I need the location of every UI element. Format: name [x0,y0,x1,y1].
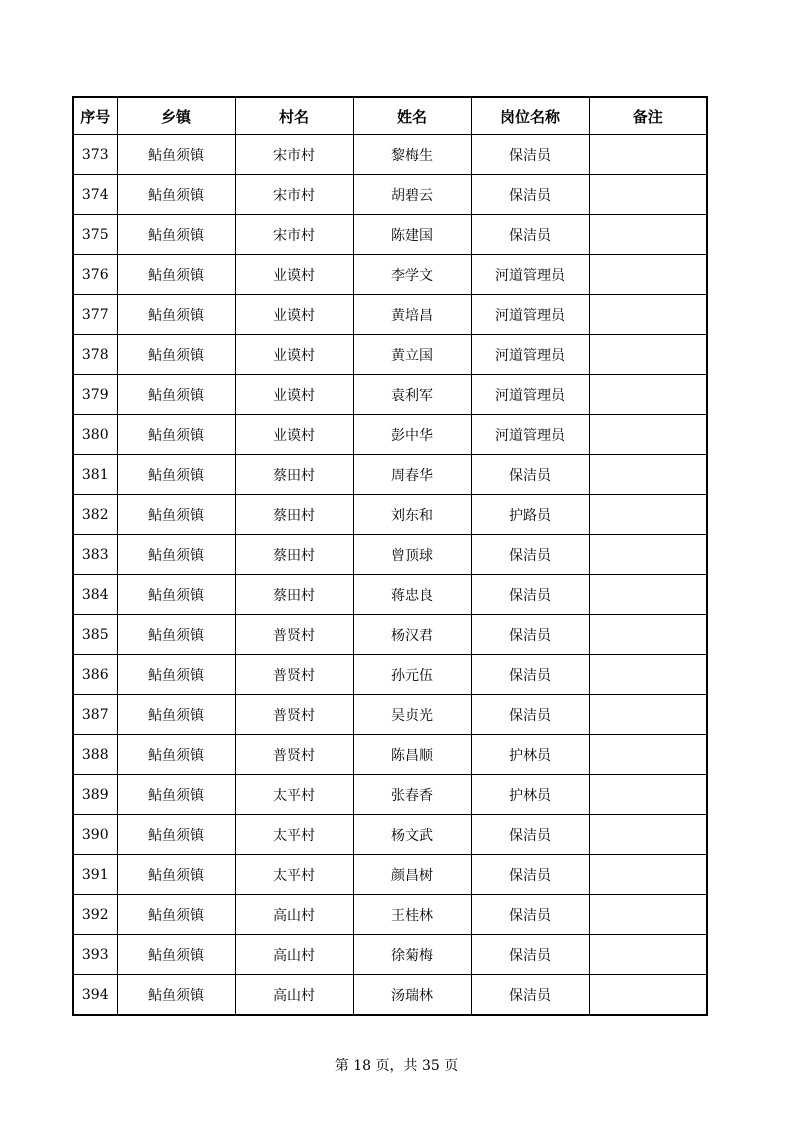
cell-position: 护林员 [471,735,589,775]
cell-name: 袁利军 [353,375,471,415]
cell-name: 周春华 [353,455,471,495]
cell-name: 刘东和 [353,495,471,535]
cell-village: 普贤村 [235,655,353,695]
cell-position: 保洁员 [471,695,589,735]
cell-position: 保洁员 [471,215,589,255]
cell-remarks [589,655,707,695]
header-village: 村名 [235,97,353,135]
cell-position: 保洁员 [471,895,589,935]
cell-position: 保洁员 [471,975,589,1016]
cell-index: 379 [73,375,117,415]
cell-township: 鲇鱼须镇 [117,255,235,295]
table-row [73,255,707,295]
cell-index: 388 [73,735,117,775]
cell-name: 胡碧云 [353,175,471,215]
cell-name: 孙元伍 [353,655,471,695]
cell-township: 鲇鱼须镇 [117,975,235,1016]
cell-position: 保洁员 [471,935,589,975]
header-position: 岗位名称 [471,97,589,135]
cell-index: 389 [73,775,117,815]
cell-township: 鲇鱼须镇 [117,935,235,975]
cell-index: 376 [73,255,117,295]
cell-remarks [589,455,707,495]
cell-position: 保洁员 [471,535,589,575]
cell-township: 鲇鱼须镇 [117,215,235,255]
table-row [73,855,707,895]
cell-remarks [589,735,707,775]
cell-index: 375 [73,215,117,255]
table-row [73,695,707,735]
cell-village: 蔡田村 [235,575,353,615]
table-row [73,295,707,335]
cell-township: 鲇鱼须镇 [117,855,235,895]
cell-position: 保洁员 [471,575,589,615]
cell-index: 394 [73,975,117,1016]
cell-position: 保洁员 [471,175,589,215]
cell-village: 业谟村 [235,335,353,375]
table-row [73,495,707,535]
table-row [73,135,707,175]
cell-index: 386 [73,655,117,695]
cell-name: 汤瑞林 [353,975,471,1016]
cell-village: 业谟村 [235,295,353,335]
cell-remarks [589,855,707,895]
table-row [73,735,707,775]
cell-index: 373 [73,135,117,175]
table-row [73,335,707,375]
cell-village: 普贤村 [235,695,353,735]
cell-village: 高山村 [235,935,353,975]
cell-remarks [589,775,707,815]
cell-township: 鲇鱼须镇 [117,895,235,935]
cell-village: 蔡田村 [235,495,353,535]
cell-remarks [589,175,707,215]
cell-township: 鲇鱼须镇 [117,455,235,495]
table-row [73,415,707,455]
cell-index: 390 [73,815,117,855]
cell-position: 护路员 [471,495,589,535]
cell-township: 鲇鱼须镇 [117,295,235,335]
cell-village: 高山村 [235,895,353,935]
cell-index: 377 [73,295,117,335]
cell-remarks [589,375,707,415]
cell-village: 高山村 [235,975,353,1016]
cell-village: 普贤村 [235,615,353,655]
cell-remarks [589,935,707,975]
cell-village: 普贤村 [235,735,353,775]
cell-position: 保洁员 [471,455,589,495]
header-township: 乡镇 [117,97,235,135]
cell-village: 业谟村 [235,415,353,455]
cell-remarks [589,535,707,575]
cell-index: 385 [73,615,117,655]
cell-name: 王桂林 [353,895,471,935]
table-row [73,215,707,255]
cell-township: 鲇鱼须镇 [117,815,235,855]
cell-village: 业谟村 [235,255,353,295]
cell-village: 宋市村 [235,135,353,175]
cell-index: 381 [73,455,117,495]
header-name: 姓名 [353,97,471,135]
cell-remarks [589,895,707,935]
header-index: 序号 [73,97,117,135]
cell-village: 太平村 [235,855,353,895]
cell-name: 黄培昌 [353,295,471,335]
cell-remarks [589,415,707,455]
cell-position: 河道管理员 [471,255,589,295]
cell-remarks [589,615,707,655]
cell-township: 鲇鱼须镇 [117,615,235,655]
cell-name: 陈建国 [353,215,471,255]
cell-position: 保洁员 [471,135,589,175]
cell-index: 380 [73,415,117,455]
cell-position: 保洁员 [471,815,589,855]
cell-remarks [589,135,707,175]
cell-township: 鲇鱼须镇 [117,735,235,775]
cell-name: 黎梅生 [353,135,471,175]
cell-position: 河道管理员 [471,335,589,375]
cell-name: 陈昌顺 [353,735,471,775]
cell-township: 鲇鱼须镇 [117,535,235,575]
cell-township: 鲇鱼须镇 [117,375,235,415]
cell-village: 业谟村 [235,375,353,415]
table-header-row [73,97,707,135]
cell-remarks [589,975,707,1016]
cell-position: 保洁员 [471,615,589,655]
table-row [73,975,707,1016]
cell-township: 鲇鱼须镇 [117,575,235,615]
table-row [73,615,707,655]
cell-name: 颜昌树 [353,855,471,895]
cell-remarks [589,495,707,535]
cell-index: 387 [73,695,117,735]
cell-name: 曾顶球 [353,535,471,575]
cell-name: 彭中华 [353,415,471,455]
table-body [73,135,707,1016]
cell-position: 护林员 [471,775,589,815]
cell-remarks [589,815,707,855]
cell-village: 宋市村 [235,215,353,255]
cell-remarks [589,575,707,615]
roster-table [72,96,708,1016]
table-row [73,175,707,215]
cell-township: 鲇鱼须镇 [117,695,235,735]
cell-township: 鲇鱼须镇 [117,495,235,535]
cell-index: 378 [73,335,117,375]
cell-index: 374 [73,175,117,215]
table-row [73,655,707,695]
table-row [73,535,707,575]
cell-remarks [589,695,707,735]
cell-village: 蔡田村 [235,455,353,495]
table-row [73,775,707,815]
cell-village: 蔡田村 [235,535,353,575]
cell-name: 吴贞光 [353,695,471,735]
cell-remarks [589,215,707,255]
cell-village: 太平村 [235,815,353,855]
cell-name: 李学文 [353,255,471,295]
cell-township: 鲇鱼须镇 [117,175,235,215]
cell-index: 392 [73,895,117,935]
cell-name: 徐菊梅 [353,935,471,975]
cell-position: 保洁员 [471,655,589,695]
cell-village: 太平村 [235,775,353,815]
cell-township: 鲇鱼须镇 [117,415,235,455]
cell-remarks [589,255,707,295]
cell-name: 张春香 [353,775,471,815]
page-footer: 第 18 页，共 35 页 [334,1058,459,1074]
table-row [73,375,707,415]
cell-position: 河道管理员 [471,375,589,415]
cell-name: 杨文武 [353,815,471,855]
cell-name: 蒋忠良 [353,575,471,615]
table-row [73,935,707,975]
cell-remarks [589,335,707,375]
cell-township: 鲇鱼须镇 [117,135,235,175]
table-row [73,455,707,495]
cell-index: 393 [73,935,117,975]
table-row [73,575,707,615]
table-row [73,895,707,935]
cell-index: 391 [73,855,117,895]
cell-township: 鲇鱼须镇 [117,775,235,815]
cell-village: 宋市村 [235,175,353,215]
cell-index: 384 [73,575,117,615]
cell-name: 黄立国 [353,335,471,375]
cell-township: 鲇鱼须镇 [117,655,235,695]
table-row [73,815,707,855]
cell-position: 河道管理员 [471,295,589,335]
cell-position: 河道管理员 [471,415,589,455]
cell-name: 杨汉君 [353,615,471,655]
cell-remarks [589,295,707,335]
cell-township: 鲇鱼须镇 [117,335,235,375]
cell-index: 382 [73,495,117,535]
header-remarks: 备注 [589,97,707,135]
cell-position: 保洁员 [471,855,589,895]
cell-index: 383 [73,535,117,575]
